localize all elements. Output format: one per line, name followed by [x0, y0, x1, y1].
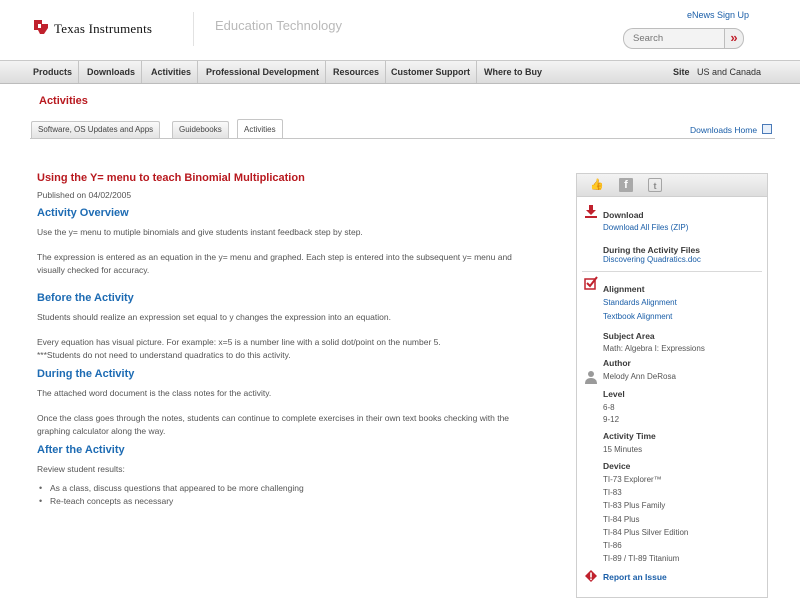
activity-time-heading: Activity Time [603, 431, 656, 441]
article-title: Using the Y= menu to teach Binomial Multiplication [37, 172, 305, 184]
download-all-link[interactable]: Download All Files (ZIP) [603, 223, 689, 232]
twitter-icon[interactable]: t [648, 178, 662, 192]
before-paragraph-2: Every equation has visual picture. For example: x=5 is a number line with a solid dot/point on the number 5. [37, 337, 441, 347]
list-item: • Re-teach concepts as necessary [37, 495, 304, 508]
nav-products[interactable]: Products [27, 61, 79, 83]
brand-name[interactable]: Texas Instruments [54, 21, 153, 36]
device-item: TI-83 [603, 488, 622, 497]
ti-logo-icon[interactable] [32, 18, 50, 36]
alignment-heading: Alignment [603, 284, 645, 294]
section-title: Education Technology [215, 18, 342, 33]
facebook-icon[interactable]: f [619, 178, 633, 192]
sidebar-divider [582, 271, 762, 272]
site-label: Site [673, 67, 690, 77]
standards-alignment-link[interactable]: Standards Alignment [603, 298, 677, 307]
tab-software[interactable]: Software, OS Updates and Apps [31, 121, 160, 138]
device-item: TI-86 [603, 541, 622, 550]
list-item: • As a class, discuss questions that appeared to be more challenging [37, 482, 304, 495]
thumbs-up-icon[interactable]: 👍 [590, 179, 604, 191]
tab-activities[interactable]: Activities [237, 119, 283, 139]
share-bar [577, 174, 767, 197]
nav-professional-development[interactable]: Professional Development [200, 61, 326, 83]
downloads-home-link[interactable]: Downloads Home [690, 125, 758, 135]
level-value: 9-12 [603, 415, 620, 424]
device-item: TI-73 Explorer™ [603, 475, 662, 484]
nav-downloads[interactable]: Downloads [81, 61, 142, 83]
before-paragraph-1: Students should realize an expression set equal to y changes the expression into an equation. [37, 312, 391, 322]
header-divider [193, 12, 194, 46]
nav-where-to-buy[interactable]: Where to Buy [484, 67, 543, 77]
nav-resources[interactable]: Resources [327, 61, 386, 83]
search-button[interactable]: » [724, 28, 744, 49]
device-item: TI-89 / TI-89 Titanium [603, 554, 680, 563]
device-item: TI-83 Plus Family [603, 501, 666, 510]
overview-paragraph-1: Use the y= menu to mutiple binomials and give students instant feedback step by step. [37, 227, 363, 237]
report-issue-icon[interactable] [584, 569, 598, 583]
level-value: 6-8 [603, 403, 615, 412]
checkbox-icon [584, 276, 598, 290]
during-paragraph-1: The attached word document is the class notes for the activity. [37, 388, 272, 398]
enews-signup-link[interactable]: eNews Sign Up [687, 10, 750, 20]
tab-underline [30, 138, 775, 139]
activity-time-value: 15 Minutes [603, 445, 643, 454]
search-input[interactable] [623, 28, 724, 49]
device-heading: Device [603, 461, 631, 471]
author-heading: Author [603, 358, 631, 368]
home-icon[interactable] [762, 124, 772, 134]
overview-paragraph-2: The expression is entered as an equation in the y= menu and graphed. Each step is entered into the subsequent y= menu and visually checked for accuracy. [37, 252, 512, 275]
download-icon [584, 204, 598, 218]
main-nav [0, 60, 800, 84]
device-item: TI-84 Plus Silver Edition [603, 528, 689, 537]
section-heading-before: Before the Activity [37, 292, 134, 304]
subject-area-value: Math: Algebra I: Expressions [603, 344, 705, 353]
download-heading: Download [603, 210, 644, 220]
subject-area-heading: Subject Area [603, 331, 655, 341]
during-files-heading: During the Activity Files [603, 245, 700, 255]
textbook-alignment-link[interactable]: Textbook Alignment [603, 312, 673, 321]
section-heading-overview: Activity Overview [37, 207, 129, 219]
after-paragraph-1: Review student results: [37, 464, 125, 474]
during-paragraph-2: Once the class goes through the notes, students can continue to complete exercises in their own text books checking with the graphing calculator along the way. [37, 413, 510, 436]
before-paragraph-3: ***Students do not need to understand quadratics to do this activity. [37, 350, 291, 360]
site-selector[interactable]: US and Canada [697, 67, 762, 77]
author-name: Melody Ann DeRosa [603, 372, 676, 381]
author-avatar-icon [584, 370, 598, 384]
level-heading: Level [603, 389, 625, 399]
nav-customer-support[interactable]: Customer Support [385, 61, 477, 83]
report-issue-link[interactable]: Report an Issue [603, 572, 667, 582]
file-link[interactable]: Discovering Quadratics.doc [603, 255, 701, 264]
published-date: Published on 04/02/2005 [37, 190, 132, 200]
page-title: Activities [39, 95, 88, 107]
section-heading-during: During the Activity [37, 368, 135, 380]
nav-activities[interactable]: Activities [145, 61, 198, 83]
device-item: TI-84 Plus [603, 515, 640, 524]
section-heading-after: After the Activity [37, 444, 125, 456]
after-bullet-list [37, 482, 304, 508]
tab-guidebooks[interactable]: Guidebooks [172, 121, 229, 138]
